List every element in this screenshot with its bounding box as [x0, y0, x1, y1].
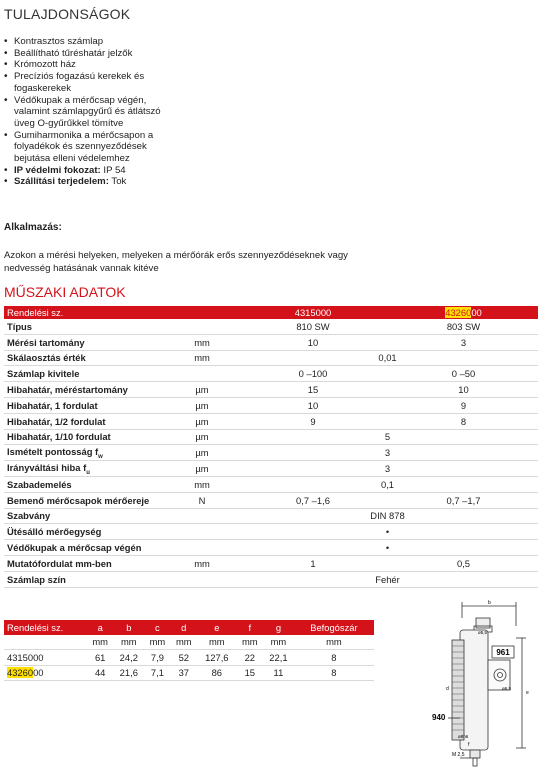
dim-label-phi3: ø5,5 [478, 630, 488, 635]
spec-label: Ütésálló mérőegység [4, 524, 167, 540]
dim-label-f: f [468, 742, 470, 748]
feature-item: • Beállítható tűréshatár jelzők [4, 48, 179, 60]
dim-label-m: M 2,5 [452, 752, 465, 758]
spec-unit: µm [167, 382, 237, 398]
table-row [4, 319, 538, 334]
spec-unit: µm [167, 445, 237, 461]
spec-unit: µm [167, 397, 237, 413]
spec-unit: mm [167, 476, 237, 492]
spec-label: Szabvány [4, 508, 167, 524]
spec-value: 0 –50 [389, 366, 538, 382]
spec-value: 3 [389, 334, 538, 350]
table-row [4, 397, 538, 413]
table-row [4, 413, 538, 429]
spec-value: 15 [237, 382, 389, 398]
spec-unit: mm [167, 334, 237, 350]
feature-item: • Védőkupak a mérőcsap végén, valamint számlapgyűrű és átlátszó üveg O-gyűrűkkel tömítve [4, 95, 179, 130]
spec-label: Szabademelés [4, 476, 167, 492]
dim-header: Befogószár [294, 620, 374, 635]
table-row [4, 445, 538, 461]
spec-label: Hibahatár, 1/10 fordulat [4, 429, 167, 445]
features-title: TULAJDONSÁGOK [4, 6, 131, 22]
spec-value: 0,01 [237, 350, 538, 366]
table-row [4, 350, 538, 366]
table-row [4, 334, 538, 350]
feature-item-delivery: • Szállítási terjedelem: Tok [4, 176, 179, 188]
spec-value: DIN 878 [237, 508, 538, 524]
spec-unit [167, 319, 237, 334]
dimensions-header-row [4, 620, 374, 635]
spec-value: Fehér [237, 571, 538, 587]
feature-item: • Kontrasztos számlap [4, 36, 179, 48]
spec-value: 0,7 –1,6 [237, 492, 389, 508]
order-number-4326000: 4326000 [389, 306, 538, 319]
spec-label: Típus [4, 319, 167, 334]
dim-header: Rendelési sz. [4, 620, 87, 635]
specs-header-row [4, 306, 538, 319]
spec-label: Bemenő mérőcsapok mérőereje [4, 492, 167, 508]
spec-label: Hibahatár, 1 fordulat [4, 397, 167, 413]
spec-value: 0,5 [389, 555, 538, 571]
table-row [4, 476, 538, 492]
spec-value: 3 [237, 445, 538, 461]
dim-label-phi1: ø8h6 [458, 734, 469, 739]
table-row [4, 571, 538, 587]
table-row [4, 555, 538, 571]
dim-header: a [87, 620, 113, 635]
dim-header: c [144, 620, 170, 635]
spec-label: Számlap szín [4, 571, 167, 587]
spec-value: 0,1 [237, 476, 538, 492]
table-row [4, 524, 538, 540]
spec-unit [167, 524, 237, 540]
feature-item-ip: • IP védelmi fokozat: IP 54 [4, 165, 179, 177]
spec-value: 9 [237, 413, 389, 429]
spec-value: 8 [389, 413, 538, 429]
spec-value: 3 [237, 461, 538, 477]
spec-value: 5 [237, 429, 538, 445]
dim-label-phi2: ø6,5 [502, 686, 512, 691]
dim-header: b [113, 620, 144, 635]
dim-label-e: e [526, 690, 529, 696]
order-number-header: Rendelési sz. [4, 306, 167, 319]
spec-value: 810 SW [237, 319, 389, 334]
feature-item: • Precíziós fogazású kerekek és fogaskerekek [4, 71, 179, 94]
specs-table [4, 306, 538, 588]
spec-unit: µm [167, 429, 237, 445]
spec-label: Hibahatár, méréstartomány [4, 382, 167, 398]
feature-item: • Krómozott ház [4, 59, 179, 71]
spec-value: 10 [237, 334, 389, 350]
spec-value: 0,7 –1,7 [389, 492, 538, 508]
dim-header: g [263, 620, 294, 635]
spec-label: Irányváltási hiba $f_u$ [4, 461, 167, 477]
table-row [4, 508, 538, 524]
callout-961: 961 [496, 648, 510, 657]
spec-label: Skálaosztás érték [4, 350, 167, 366]
table-row [4, 366, 538, 382]
spec-value: 803 SW [389, 319, 538, 334]
spec-value: 9 [389, 397, 538, 413]
spec-label: Számlap kivitele [4, 366, 167, 382]
dim-header: e [197, 620, 237, 635]
spec-label: Mérési tartomány [4, 334, 167, 350]
spec-value: 0 –100 [237, 366, 389, 382]
application-title: Alkalmazás: [4, 222, 62, 233]
dimension-drawing [430, 598, 545, 768]
spec-label: Hibahatár, 1/2 fordulat [4, 413, 167, 429]
spec-label: Mutatófordulat mm-ben [4, 555, 167, 571]
features-list [4, 36, 179, 188]
spec-value: • [237, 540, 538, 556]
feature-item: • Gumiharmonika a mérőcsapon a folyadékok és szennyeződések bejutása elleni védelemhez [4, 130, 179, 165]
spec-unit [167, 540, 237, 556]
spec-unit: mm [167, 555, 237, 571]
spec-unit: µm [167, 461, 237, 477]
application-text: Azokon a mérési helyeken, melyeken a mérőórák erős szennyeződéseknek vagy nedvesség hatásának vannak kitéve [4, 250, 348, 274]
table-row [4, 461, 538, 477]
dim-header: f [237, 620, 263, 635]
dimensions-table [4, 620, 374, 681]
table-row: 4315000 61 24,2 7,9 52 127,6 22 22,1 8 [4, 650, 374, 666]
spec-value: 10 [237, 397, 389, 413]
spec-label: Ismételt pontosság $f_w$ [4, 445, 167, 461]
spec-unit [167, 366, 237, 382]
spec-label: Védőkupak a mérőcsap végén [4, 540, 167, 556]
table-row [4, 492, 538, 508]
order-number-4315000: 4315000 [237, 306, 389, 319]
dimensions-units-row: mm mm mm mm mm mm mm mm [4, 635, 374, 650]
spec-unit: µm [167, 413, 237, 429]
spec-unit: N [167, 492, 237, 508]
spec-value: • [237, 524, 538, 540]
callout-940: 940 [432, 713, 446, 722]
spec-unit [167, 571, 237, 587]
spec-unit: mm [167, 350, 237, 366]
table-row [4, 540, 538, 556]
dim-label-d: d [446, 686, 449, 692]
table-row [4, 429, 538, 445]
dim-label-b: b [488, 600, 491, 606]
spec-value: 10 [389, 382, 538, 398]
specs-title: MŰSZAKI ADATOK [4, 284, 126, 300]
spec-value: 1 [237, 555, 389, 571]
table-row: 4326000 44 21,6 7,1 37 86 15 11 8 [4, 665, 374, 681]
dim-header: d [171, 620, 197, 635]
table-row [4, 382, 538, 398]
spec-unit [167, 508, 237, 524]
